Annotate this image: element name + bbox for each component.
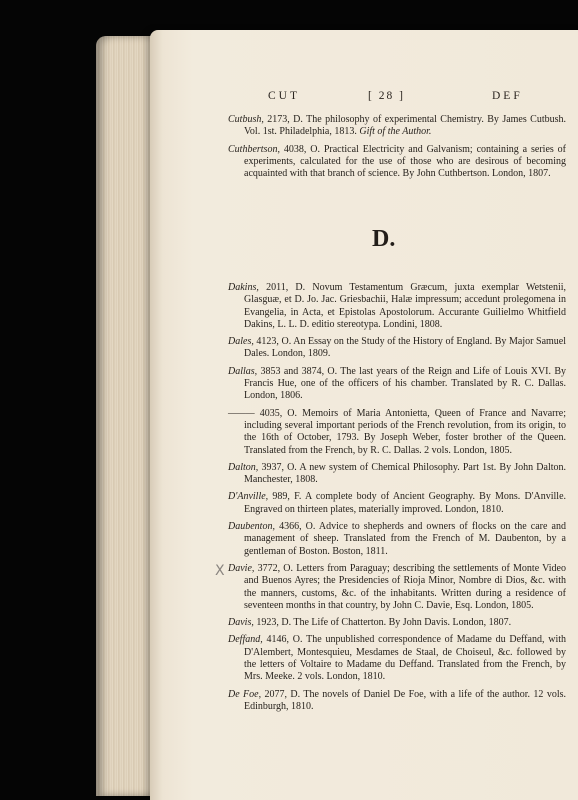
catalog-entry bbox=[228, 462, 566, 487]
entry-headword: D'Anville, bbox=[228, 491, 269, 503]
running-head bbox=[268, 90, 558, 108]
catalog-entry bbox=[228, 563, 566, 612]
entry-headword: Dalton, bbox=[228, 461, 259, 473]
catalog-entry bbox=[228, 282, 566, 331]
entry-text: 2173, D. The philosophy of experimental Chemistry. By James Cutbush. Vol. 1st. Philadelphia, 1813. bbox=[244, 114, 567, 138]
entry-text: 4123, O. An Essay on the Study of the History of England. By Major Samuel Dales. London, 1809. bbox=[244, 336, 566, 360]
catalog-entry bbox=[228, 336, 566, 361]
entry-text: 3853 and 3874, O. The last years of the Reign and Life of Louis XVI. By Francis Hue, one of the officers of his chamber. Translated by R. C. Dallas. London, 1806. bbox=[244, 365, 566, 402]
catalog-entry bbox=[228, 408, 566, 457]
entry-text: 4038, O. Practical Electricity and Galvanism; containing a series of experiments, calculated for the use of those who are desirous of becoming acquainted with that branch of science. By John Cuthbertson. London, 1807. bbox=[244, 143, 566, 180]
running-head-right: DEF bbox=[492, 90, 523, 102]
entry-headword: Cutbush, bbox=[228, 114, 264, 125]
catalog-entry bbox=[228, 491, 566, 516]
catalog-entry bbox=[228, 689, 566, 714]
section-letter: D. bbox=[372, 226, 396, 252]
catalog-entry bbox=[228, 521, 566, 558]
entry-text: 989, F. A complete body of Ancient Geography. By Mons. D'Anville. Engraved on thirteen plates, materially improved. London, 1810. bbox=[244, 491, 567, 515]
entry-text: 3772, O. Letters from Paraguay; describing the settlements of Monte Video and Buenos Ayres; the Presidencies of Rioja Minor, Nombre di Dios, &c. with the manners, customs, &c. of the inhabitants. Written during a residence of seventeen months in that country, by John C. Davie, Esq. London, 1805. bbox=[244, 562, 566, 611]
entry-headword: Daubenton, bbox=[228, 521, 275, 533]
entry-text: 2077, D. The novels of Daniel De Foe, with a life of the author. 12 vols. Edinburgh, 1810. bbox=[244, 688, 566, 712]
entry-text: 1923, D. The Life of Chatterton. By John Davis. London, 1807. bbox=[256, 617, 512, 629]
entry-text: 3937, O. A new system of Chemical Philosophy. Part 1st. By John Dalton. Manchester, 1808. bbox=[244, 461, 566, 486]
catalog-entry bbox=[228, 617, 566, 629]
catalog-entry bbox=[228, 144, 566, 181]
entry-headword: Deffand, bbox=[228, 634, 263, 646]
entry-text: 4146, O. The unpublished correspondence of Madame du Deffand, with D'Alembert, Montesquieu, Mesdames de Staal, de Choiseul, &c. followed by the letters of Voltaire to Madame du Deffand. Translated from the French, by Mrs. Meeke. 2 vols. London, 1810. bbox=[244, 634, 567, 683]
entry-text: 4366, O. Advice to shepherds and owners of flocks on the care and management of sheep. Translated from the French of M. Daubenton, by a gentleman of Boston. Boston, 1811. bbox=[244, 521, 566, 557]
entry-headword: ——— bbox=[228, 407, 255, 419]
entry-headword: Dales, bbox=[228, 336, 254, 348]
entries-d bbox=[228, 282, 566, 718]
entry-headword: De Foe, bbox=[228, 688, 262, 700]
entry-note: Gift of the Author. bbox=[359, 126, 432, 138]
running-head-left: CUT bbox=[268, 90, 300, 102]
entry-text: 4035, O. Memoirs of Maria Antonietta, Queen of France and Navarre; including several important periods of the French revolution, from its origin, to the 16th of October, 1793. By Joseph Weber, foster brother of the Queen. Translated from the French, by R. C. Dallas. 2 vols. London, 1805. bbox=[244, 407, 567, 456]
catalog-entry bbox=[228, 634, 566, 683]
pencil-mark: X bbox=[215, 563, 225, 579]
entry-headword: Dakins, bbox=[228, 282, 259, 293]
entry-headword: Davie, bbox=[228, 562, 255, 574]
entry-text: 2011, D. Novum Testamentum Græcum, juxta exemplar Wetstenii, Glasguæ, et D. Jo. Jac. Griesbachii, Halæ impressum; accedunt prolegomena in Evangelia, in Acta, et Epistolas Apostolorum. Accurante Guilielmo Whitfield Dakins, L. L. D. editio stereotypa. Londini, 1808. bbox=[244, 282, 567, 330]
page-number: [ 28 ] bbox=[368, 90, 405, 102]
entry-headword: Cuthbertson, bbox=[228, 143, 280, 155]
catalog-entry bbox=[228, 114, 566, 139]
entries-top bbox=[228, 114, 566, 185]
catalog-entry bbox=[228, 366, 566, 403]
entry-headword: Dallas, bbox=[228, 365, 258, 377]
entry-headword: Davis, bbox=[228, 617, 254, 629]
